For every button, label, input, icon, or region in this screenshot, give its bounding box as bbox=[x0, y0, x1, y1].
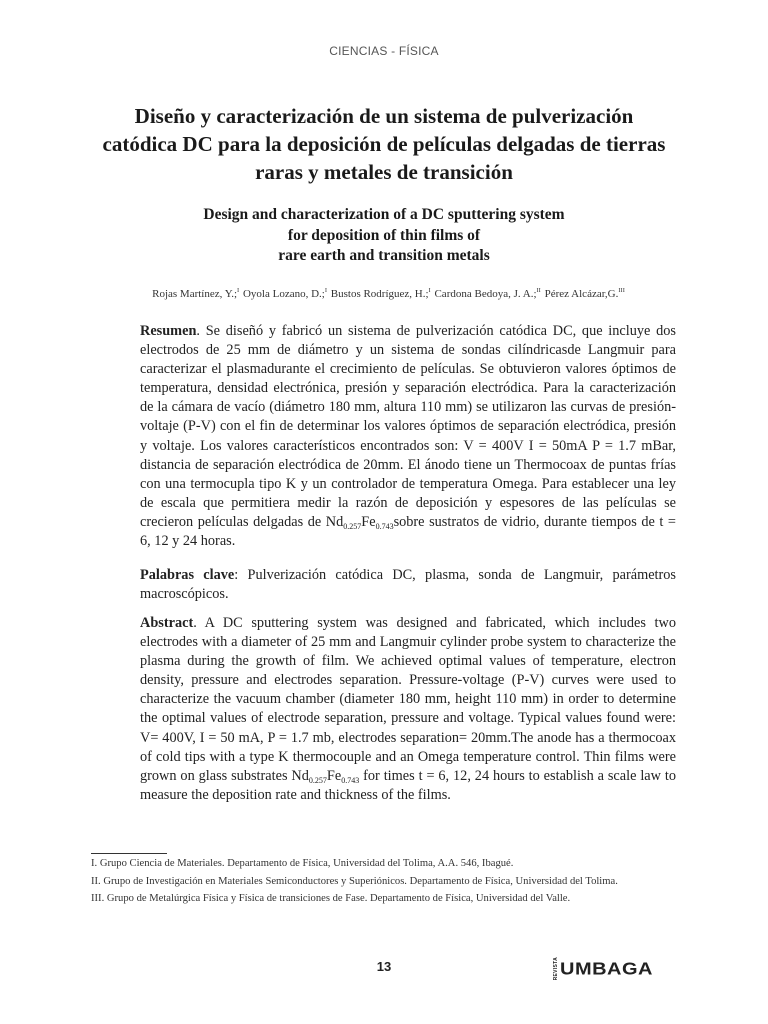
author-name: Rojas Martínez, Y.; bbox=[152, 288, 238, 300]
formula-fe: Fe bbox=[326, 767, 342, 784]
author-name: Pérez Alcázar,G. bbox=[544, 288, 619, 300]
author-affiliation: I bbox=[237, 287, 240, 294]
formula-nd: Nd bbox=[325, 513, 344, 530]
footnote: II. Grupo de Investigación en Materiales Semiconductores y Superiónicos. Departamento de Física, Universidad del Tolima. bbox=[91, 875, 618, 887]
resumen-text-end: sobre sustratos de vidrio, durante tiempos de t = 6, 12 y 24 horas. bbox=[140, 513, 676, 550]
formula-fe-subscript: 0.743 bbox=[375, 521, 394, 531]
abstract-text: . A DC sputtering system was designed and fabricated, which includes two electrodes with a diameter of 25 mm and Langmuir cylinder probe system to characterize the plasma during the growth of film. We achieved optimal values of temperature, electron density, pressure and electrodes separation. Pressure-voltage (P-V) curves were used to characterize the vacuum chamber (diameter 180 mm, height 110 mm) in order to determine the optimal values of electrode separation, pressure and voltage. Typical values found were: V= 400V, I = 50 mA, P = 1.7 mb, electrodes separation= 20mm.The anode has a thermocoax of cold tips with a type K thermocouple and an Omega temperature control. Thin films were grown on glass substrates bbox=[140, 615, 676, 784]
journal-logo bbox=[553, 958, 653, 980]
author-name: Bustos Rodríguez, H.; bbox=[330, 288, 429, 300]
author-affiliation: II bbox=[536, 287, 541, 294]
title-english-line-2: for deposition of thin films of bbox=[287, 226, 481, 244]
title-english bbox=[130, 205, 638, 267]
formula-nd-subscript: 0.257 bbox=[343, 521, 362, 531]
abstract-paragraph bbox=[140, 614, 676, 805]
keywords-text: : Pulverización catódica DC, plasma, sonda de Langmuir, parámetros macroscópicos. bbox=[140, 567, 677, 603]
resumen-label: Resumen bbox=[140, 323, 197, 339]
logo-main-text: UMBAGA bbox=[560, 958, 653, 979]
title-spanish: Diseño y caracterización de un sistema de pulverización catódica DC para la deposición de películas delgadas de tierras raras y metales de transición bbox=[102, 104, 666, 184]
abstract-text-end: for times t = 6, 12, 24 hours to establish a scale law to measure the deposition rate and thickness of the films. bbox=[140, 767, 677, 803]
abstract-label: Abstract bbox=[140, 615, 194, 631]
page-number: 13 bbox=[376, 959, 392, 974]
keywords-label: Palabras clave bbox=[140, 567, 235, 583]
author-name: Cardona Bedoya, J. A.; bbox=[434, 288, 537, 300]
author-affiliation: I bbox=[428, 287, 431, 294]
resumen-paragraph bbox=[140, 322, 676, 551]
footnote-divider bbox=[91, 853, 167, 854]
author-affiliation: III bbox=[618, 287, 625, 294]
author-name: Oyola Lozano, D.; bbox=[242, 288, 325, 300]
formula-fe: Fe bbox=[361, 513, 376, 530]
formula-nd-subscript: 0.257 bbox=[308, 775, 327, 785]
resumen-text: . Se diseñó y fabricó un sistema de pulverización catódica DC, que incluye dos electrodos de 25 mm de diámetro y un sistema de sondas cilíndricasde Langmuir para caracterizar el plasmadurante el crecimiento de películas. Se obtuvieron valores óptimos de temperatura, densidad electrónica, presión y separación electródica. Para la caracterización de la cámara de vacío (diámetro 180 mm, altura 110 mm) se utilizaron las curvas de presión-voltaje (P-V) con el fin de determinar los valores óptimos de separación electródica, presión y voltaje. Los valores característicos encontrados son: V = 400V I = 50mA P = 1.7 mBar, distancia de separación electródica de 20mm. El ánodo tiene un Thermocoax de puntas frías con una termocupla tipo K y un controlador de temperatura Omega. Para establecer una ley de escala que permitiera medir la razón de deposición y espesores de las películas se crecieron películas delgadas de bbox=[140, 323, 676, 530]
footnote: I. Grupo Ciencia de Materiales. Departamento de Física, Universidad del Tolima, A.A. 546, Ibagué. bbox=[91, 858, 514, 869]
logo-small-text: REVISTA bbox=[553, 957, 559, 981]
author-affiliation: I bbox=[324, 287, 328, 294]
formula-nd: Nd bbox=[291, 767, 309, 784]
title-english-line-3: rare earth and transition metals bbox=[278, 247, 490, 264]
keywords-paragraph bbox=[140, 566, 676, 604]
formula-fe-subscript: 0.743 bbox=[341, 775, 360, 785]
author-list bbox=[90, 287, 688, 300]
footnotes bbox=[91, 856, 674, 909]
footnote: III. Grupo de Metalúrgica Física y Física de transiciones de Fase. Departamento de Física, Universidad del Valle. bbox=[91, 893, 571, 904]
title-english-line-1: Design and characterization of a DC sputtering system bbox=[203, 206, 565, 223]
section-header: CIENCIAS - FÍSICA bbox=[329, 44, 439, 58]
